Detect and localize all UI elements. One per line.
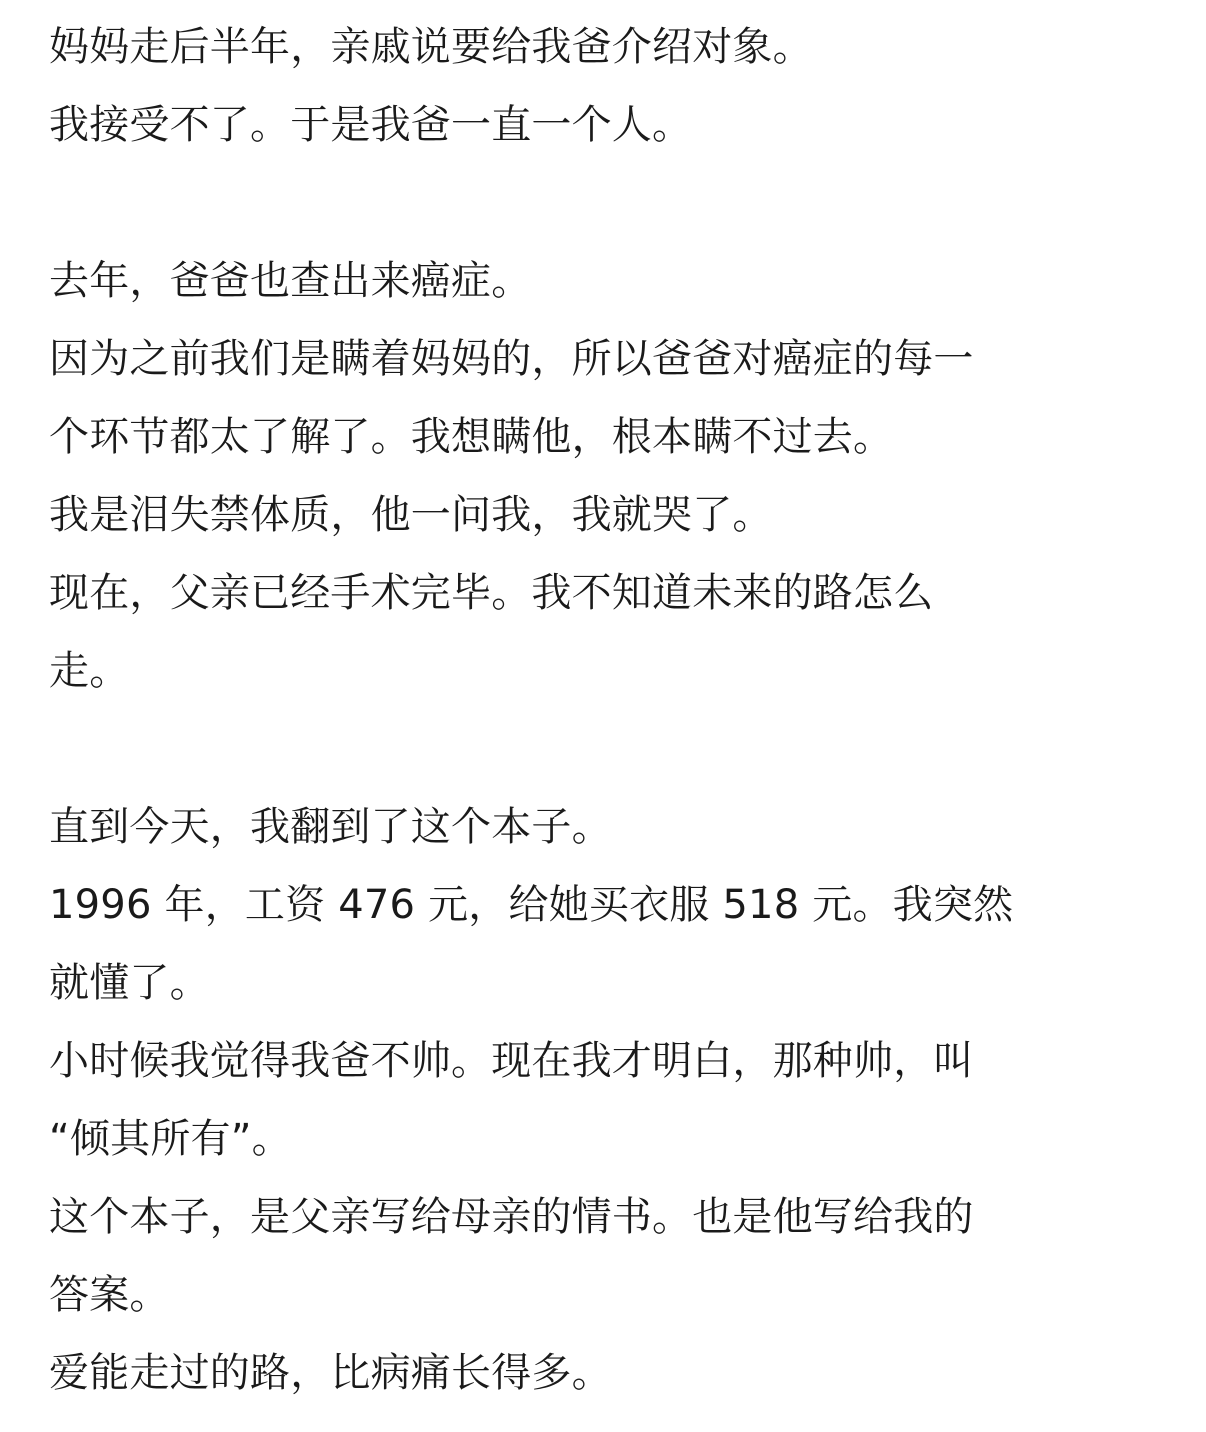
text-line: 个环节都太了解了。我想瞒他，根本瞒不过去。 bbox=[49, 414, 894, 460]
text-line: 1996 年，工资 476 元，给她买衣服 518 元。我突然 bbox=[49, 882, 1014, 928]
text-line: 爱能走过的路，比病痛长得多。 bbox=[49, 1350, 612, 1396]
text-line: 因为之前我们是瞒着妈妈的，所以爸爸对癌症的每一 bbox=[49, 336, 974, 382]
text-line: 去年，爸爸也查出来癌症。 bbox=[49, 258, 532, 304]
paragraph-3 bbox=[49, 788, 1158, 1412]
paragraph-1 bbox=[49, 8, 1158, 164]
text-line: 我接受不了。于是我爸一直一个人。 bbox=[49, 102, 693, 148]
text-line: 直到今天，我翻到了这个本子。 bbox=[49, 804, 612, 850]
text-line: 这个本子，是父亲写给母亲的情书。也是他写给我的 bbox=[49, 1194, 974, 1240]
text-line: 就懂了。 bbox=[49, 960, 210, 1006]
text-line: 小时候我觉得我爸不帅。现在我才明白，那种帅，叫 bbox=[49, 1038, 974, 1084]
text-line: 答案。 bbox=[49, 1272, 170, 1318]
text-line: “倾其所有”。 bbox=[49, 1116, 292, 1162]
paragraph-2 bbox=[49, 242, 1158, 710]
text-line: 我是泪失禁体质，他一问我，我就哭了。 bbox=[49, 492, 773, 538]
text-line: 现在，父亲已经手术完毕。我不知道未来的路怎么 bbox=[49, 570, 934, 616]
text-line: 妈妈走后半年，亲戚说要给我爸介绍对象。 bbox=[49, 24, 813, 70]
text-line: 走。 bbox=[49, 648, 130, 694]
